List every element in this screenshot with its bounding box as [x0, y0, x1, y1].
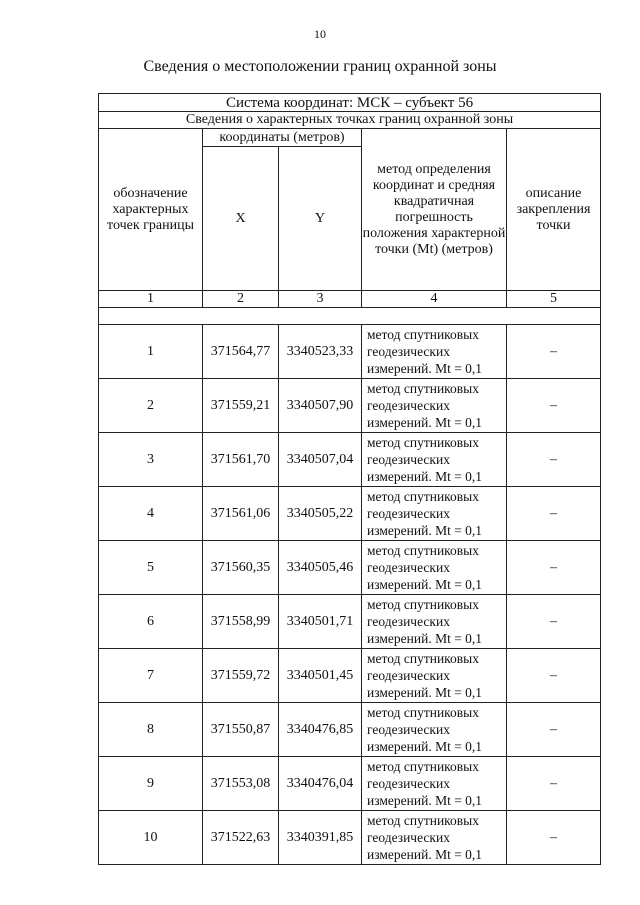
x-coordinate-cell: 371550,87: [203, 703, 279, 757]
y-coordinate-cell: 3340507,90: [279, 379, 362, 433]
boundary-points-table: [98, 93, 601, 865]
description-cell: –: [507, 541, 601, 595]
table-row: [99, 703, 601, 757]
description-cell: –: [507, 757, 601, 811]
column-numbers-row: [99, 291, 601, 308]
point-cell: 1: [99, 325, 203, 379]
points-info-row: [99, 112, 601, 129]
point-cell: 3: [99, 433, 203, 487]
point-cell: 7: [99, 649, 203, 703]
point-cell: 9: [99, 757, 203, 811]
x-coordinate-cell: 371559,72: [203, 649, 279, 703]
table-row: [99, 487, 601, 541]
y-coordinate-cell: 3340505,22: [279, 487, 362, 541]
y-coordinate-cell: 3340391,85: [279, 811, 362, 865]
point-cell: 6: [99, 595, 203, 649]
point-cell: 8: [99, 703, 203, 757]
method-cell: метод спутниковых геодезических измерений. Mt = 0,1: [362, 757, 507, 811]
points-info-label: Сведения о характерных точках границ охранной зоны: [99, 112, 601, 129]
y-coordinate-cell: 3340505,46: [279, 541, 362, 595]
method-cell: метод спутниковых геодезических измерений. Mt = 0,1: [362, 541, 507, 595]
x-coordinate-cell: 371561,70: [203, 433, 279, 487]
description-cell: –: [507, 703, 601, 757]
point-cell: 4: [99, 487, 203, 541]
description-cell: –: [507, 379, 601, 433]
column-number: 5: [507, 291, 601, 308]
method-cell: метод спутниковых геодезических измерений. Mt = 0,1: [362, 379, 507, 433]
column-number: 3: [279, 291, 362, 308]
description-cell: –: [507, 595, 601, 649]
header-method: метод определения координат и средняя квадратичная погрешность положения характерной точки (Mt) (метров): [362, 129, 507, 291]
column-number: 2: [203, 291, 279, 308]
method-cell: метод спутниковых геодезических измерений. Mt = 0,1: [362, 433, 507, 487]
header-coordinates: координаты (метров): [203, 129, 362, 147]
x-coordinate-cell: 371522,63: [203, 811, 279, 865]
column-number: 1: [99, 291, 203, 308]
point-cell: 2: [99, 379, 203, 433]
description-cell: –: [507, 433, 601, 487]
spacer-row: [99, 308, 601, 325]
method-cell: метод спутниковых геодезических измерений. Mt = 0,1: [362, 595, 507, 649]
table-row: [99, 379, 601, 433]
table-row: [99, 325, 601, 379]
description-cell: –: [507, 811, 601, 865]
column-number: 4: [362, 291, 507, 308]
method-cell: метод спутниковых геодезических измерений. Mt = 0,1: [362, 811, 507, 865]
method-cell: метод спутниковых геодезических измерений. Mt = 0,1: [362, 487, 507, 541]
page-number: 10: [314, 27, 326, 41]
table-row: [99, 649, 601, 703]
description-cell: –: [507, 325, 601, 379]
y-coordinate-cell: 3340501,45: [279, 649, 362, 703]
x-coordinate-cell: 371564,77: [203, 325, 279, 379]
x-coordinate-cell: 371561,06: [203, 487, 279, 541]
table-row: [99, 433, 601, 487]
y-coordinate-cell: 3340476,04: [279, 757, 362, 811]
table-row: [99, 541, 601, 595]
x-coordinate-cell: 371553,08: [203, 757, 279, 811]
x-coordinate-cell: 371558,99: [203, 595, 279, 649]
point-cell: 5: [99, 541, 203, 595]
x-coordinate-cell: 371560,35: [203, 541, 279, 595]
table-row: [99, 595, 601, 649]
point-cell: 10: [99, 811, 203, 865]
description-cell: –: [507, 487, 601, 541]
header-y: Y: [279, 147, 362, 291]
method-cell: метод спутниковых геодезических измерений. Mt = 0,1: [362, 703, 507, 757]
method-cell: метод спутниковых геодезических измерений. Mt = 0,1: [362, 649, 507, 703]
method-cell: метод спутниковых геодезических измерений. Mt = 0,1: [362, 325, 507, 379]
header-point-designation: обозначение характерных точек границы: [99, 129, 203, 291]
header-x: X: [203, 147, 279, 291]
y-coordinate-cell: 3340501,71: [279, 595, 362, 649]
header-row: [99, 129, 601, 147]
coordinate-system-row: [99, 94, 601, 112]
page-title: Сведения о местоположении границ охранной зоны: [143, 58, 497, 75]
table-row: [99, 811, 601, 865]
y-coordinate-cell: 3340507,04: [279, 433, 362, 487]
y-coordinate-cell: 3340476,85: [279, 703, 362, 757]
description-cell: –: [507, 649, 601, 703]
y-coordinate-cell: 3340523,33: [279, 325, 362, 379]
x-coordinate-cell: 371559,21: [203, 379, 279, 433]
header-description: описание закрепления точки: [507, 129, 601, 291]
coordinate-system-label: Система координат: МСК – субъект 56: [99, 94, 601, 112]
spacer-cell: [99, 308, 601, 325]
table-row: [99, 757, 601, 811]
